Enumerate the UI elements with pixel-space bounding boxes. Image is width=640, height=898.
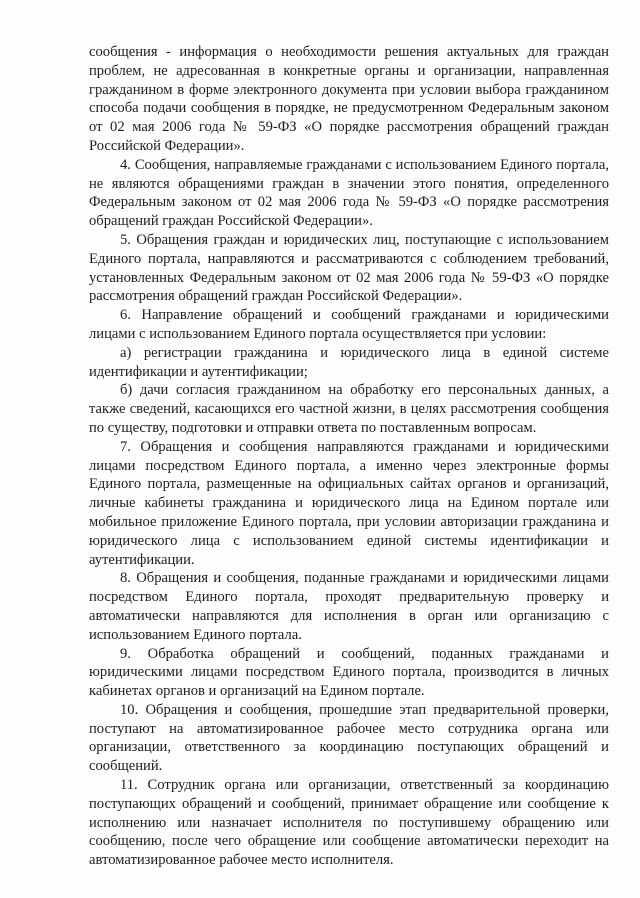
paragraph-7: 7. Обращения и сообщения направляются гражданами и юридическими лицами посредством Единого портала, а именно через электронные формы Единого портала, размещенные на официальных сайтах органов и организаций, личные кабинеты гражданина и юридического лица на Едином портале или мобильное приложение Единого портала, при условии авторизации гражданина и юридического лица с использованием единой системы идентификации и аутентификации.: [89, 438, 609, 568]
paragraph-6-a: а) регистрации гражданина и юридического лица в единой системе идентификации и аутентификации;: [89, 344, 609, 380]
paragraph-8: 8. Обращения и сообщения, поданные гражданами и юридическими лицами посредством Единого портала, проходят предварительную проверку и автоматически направляются для исполнения в орган или организацию с использованием Единого портала.: [89, 570, 609, 643]
paragraph-continuation: сообщения - информация о необходимости решения актуальных для граждан проблем, не адресованная в конкретные органы и организации, направленная гражданином в форме электронного документа при условии выбора гражданином способа подачи сообщения в порядке, не предусмотренном Федеральным законом от 02 мая 2006 года № 59-ФЗ «О порядке рассмотрения обращений граждан Российской Федерации».: [89, 44, 609, 154]
paragraph-5: 5. Обращения граждан и юридических лиц, поступающие с использованием Единого портала, направляются и рассматриваются с соблюдением требований, установленных Федеральным законом от 02 мая 2006 года № 59-ФЗ «О порядке рассмотрения обращений граждан Российской Федерации».: [89, 231, 609, 305]
document-body: [89, 43, 609, 870]
paragraph-10: 10. Обращения и сообщения, прошедшие этап предварительной проверки, поступают на автоматизированное рабочее место сотрудника органа или организации, ответственного за координацию поступающих обращений и сообщений.: [89, 701, 609, 775]
paragraph-6-b: б) дачи согласия гражданином на обработку его персональных данных, а также сведений, касающихся его частной жизни, в целях рассмотрения сообщения по существу, подготовки и отправки ответа по поставленным вопросам.: [89, 382, 609, 436]
paragraph-9: 9. Обработка обращений и сообщений, поданных гражданами и юридическими лицами посредством Единого портала, производится в личных кабинетах органов и организаций на Едином портале.: [89, 645, 609, 700]
paragraph-6: 6. Направление обращений и сообщений гражданами и юридическими лицами с использованием Единого портала осуществляется при условии:: [89, 307, 609, 342]
paragraph-4: 4. Сообщения, направляемые гражданами с использованием Единого портала, не являются обращениями граждан в значении этого понятия, определенного Федеральным законом от 02 мая 2006 года № 59-ФЗ «О порядке рассмотрения обращений граждан Российской Федерации».: [89, 156, 609, 230]
paragraph-11: 11. Сотрудник органа или организации, ответственный за координацию поступающих обращений и сообщений, принимает обращение или сообщение к исполнению или назначает исполнителя по поступившему обращению или сообщению, после чего обращение или сообщение автоматически переходит на автоматизированное рабочее место исполнителя.: [89, 777, 609, 869]
